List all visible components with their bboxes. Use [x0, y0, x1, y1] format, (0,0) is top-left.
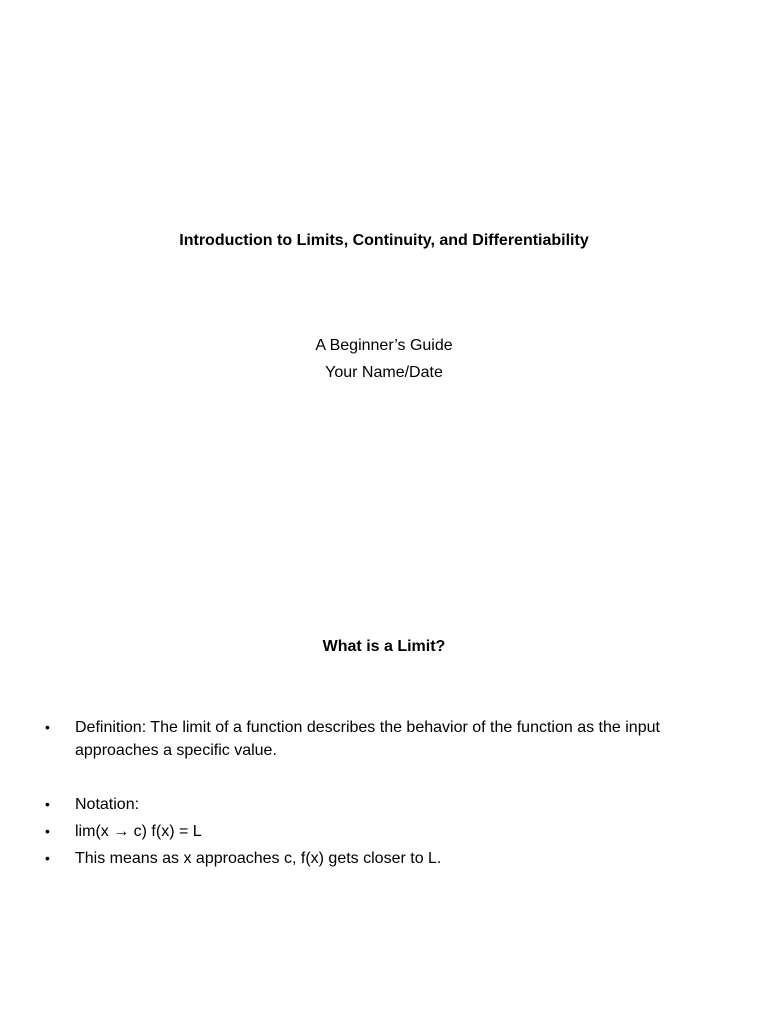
- bullet-icon: •: [45, 823, 50, 839]
- bullet-text: lim(x → c) f(x) = L: [75, 823, 202, 840]
- bullet-icon: •: [45, 850, 50, 866]
- bullet-text: Definition: The limit of a function describes the behavior of the function as the input approaches a specific value.: [75, 719, 660, 759]
- bullet-text: Notation:: [75, 796, 140, 813]
- list-item: [0, 793, 768, 816]
- bullet-icon: •: [45, 719, 50, 735]
- document-title: Introduction to Limits, Continuity, and Differentiability: [179, 232, 589, 249]
- list-item: [0, 847, 768, 870]
- bullet-list: [0, 716, 768, 870]
- bullet-text: This means as x approaches c, f(x) gets closer to L.: [75, 850, 442, 867]
- bullet-icon: •: [45, 796, 50, 812]
- list-item: [0, 716, 768, 762]
- list-item: [0, 820, 768, 843]
- author-date-line: Your Name/Date: [325, 364, 443, 381]
- document-subtitle: A Beginner’s Guide: [315, 337, 453, 354]
- title-subtitle-block: [0, 332, 768, 386]
- section-heading: What is a Limit?: [322, 638, 446, 655]
